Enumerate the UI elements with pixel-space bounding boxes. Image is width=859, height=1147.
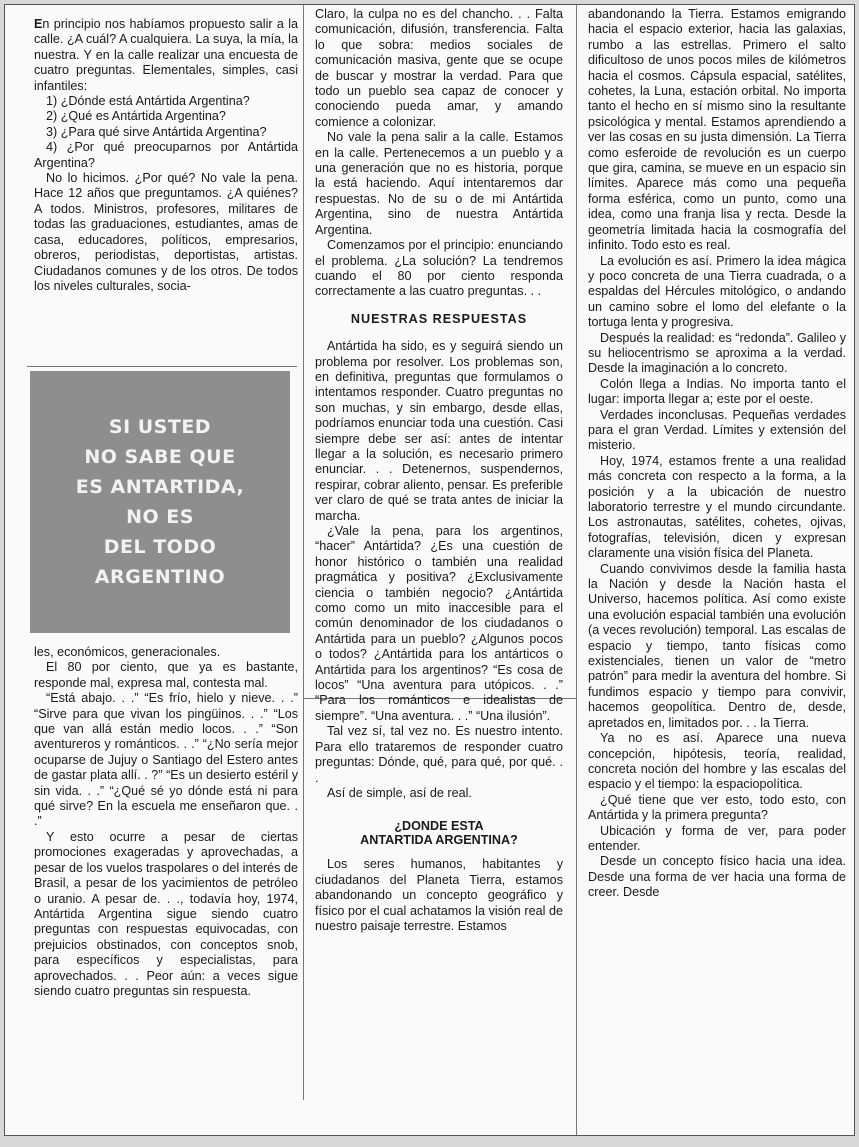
paragraph: El 80 por ciento, que ya es bastante, responde mal, expresa mal, contesta mal. (34, 660, 298, 690)
paragraph: abandonando la Tierra. Estamos emigrando hacia el espacio exterior, hacia las galaxias, rumbo a las estrellas. Primero el salto dificultoso de unos pocos miles de kilómetros hacia el cosmos. Cápsula espacial, satélites, cohetes, la Luna, estación orbital. No importa tanto el hecho en sí mismo sino la resultante psicológica y mental. Estamos aprendiendo a ver las cosas en su justa dimensión. La Tierra como esferoide de revolución es un cuerpo que gira, camina, se mueve en un espacio sin límites. Aparece más como una pequeña forma esférica, como un punto, como una idea, como una franja lisa y recta. Desde la geometría limitada hacia la cosmografía del infinito. Todo esto es real. (588, 7, 846, 253)
paragraph: Los seres humanos, habitantes y ciudadanos del Planeta Tierra, estamos abandonando un concepto geográfico y físico por el cual achatamos la visión real de nuestro paisaje terrestre. Estamos (315, 857, 563, 933)
paragraph: Cuando convivimos desde la familia hasta la Nación y desde la Nación hasta el Universo, hacemos política. Así como existe una evolución espacial también una evolución (a veces revolución) temporal. Las escalas de espacio y tiempo, tanto físicas como existenciales, tienen un valor de “metro patrón” para medir la aventura del hombre. Si fundimos espacio y tiempo para convivir, hacemos geopolítica. Dentro de, desde, apretados en, limitados por. . . la Tierra. (588, 561, 846, 730)
section-heading-2: ¿DONDE ESTA ANTARTIDA ARGENTINA? (360, 819, 518, 848)
column-2 (315, 7, 563, 934)
question-3: 3) ¿Para qué sirve Antártida Argentina? (46, 124, 267, 139)
column-rule (576, 5, 577, 1135)
paragraph: Antártida ha sido, es y seguirá siendo un problema por resolver. Los problemas son, en definitiva, preguntas que formulamos o intentamos responder. Cuatro preguntas no son muchas, y sin embargo, desde ellas, podríamos enunciar toda una cuestión. Casi siempre debe ser así: antes de intentar llegar a la solución, es necesario primero enunciar. . . Detenernos, suspendernos, respirar, cobrar aliento, pensar. Es preferible ver claro de qué se trata antes de iniciar la marcha. (315, 339, 563, 523)
paragraph: Tal vez sí, tal vez no. Es nuestro intento. Para ello trataremos de responder cuatro preguntas: Dónde, qué, para qué, por qué. . . (315, 724, 563, 785)
promo-line: NO SABE QUE (84, 446, 236, 468)
paragraph: Verdades inconclusas. Pequeñas verdades para el gran Verdad. Límites y extensión del misterio. (588, 407, 846, 453)
promo-line: SI USTED (108, 416, 212, 438)
paragraph: Colón llega a Indias. No importa tanto el lugar: importa llegar a; este por el oeste. (588, 376, 846, 407)
paragraph: ¿Vale la pena, para los argentinos, “hacer” Antártida? ¿Es una cuestión de honor histórico o también una realidad pragmática y positiva? ¿Exclusivamente ciencia o también negocio? ¿Antártida como como un mito inaccesible para el común denominador de los ciudadanos o Antártida para un pueblo? ¿Algunos pocos o todos? ¿Antártida para los antárticos o Antártida para los argentinos? “Es cosa de locos” “Una aventura para utópicos. . .” “Para los románticos e idealistas de siempre”. “Una aventura. . .” “Una ilusión”. (315, 524, 563, 723)
paragraph: ¿Qué tiene que ver esto, todo esto, con Antártida y la primera pregunta? (588, 792, 846, 823)
question-2: 2) ¿Qué es Antártida Argentina? (46, 109, 226, 124)
paragraph: Ubicación y forma de ver, para poder entender. (588, 823, 846, 853)
quotes-paragraph: “Está abajo. . .” “Es frío, hielo y nieve. . .” “Sirve para que vivan los pingüinos. . .” “Los que van allá están medio locos. . .” “Son aventureros y románticos. . .” “¿No sería mejor ocuparse de Jujuy o Santiago del Estero antes de gastar plata allí. . ?” “Es un desierto estéril y sin vida. . .” “¿Qué sé yo dónde está ni para qué sirve? En la escuela me enseñaron que. . .” (34, 691, 298, 829)
column-3 (588, 7, 846, 901)
promo-line: ARGENTINO (94, 566, 226, 588)
paragraph: Y esto ocurre a pesar de ciertas promociones exageradas y aprovechadas, a pesar de los vuelos traspolares o del interés de Brasil, a pesar de los yacimientos de petróleo o uranio. A pesar de. . ., todavía hoy, 1974, Antártida Argentina sigue siendo cuatro preguntas con respuestas equivocadas, con prejuicios obstinados, con conceptos snob, para específicos y especialistas, para aprovechados. . . Peor aún: a veces sigue siendo cuatro preguntas sin respuesta. (34, 829, 298, 998)
paragraph: Hoy, 1974, estamos frente a una realidad más concreta con respecto a la forma, a la posición y a la ubicación de nuestro laboratorio terrestre y el mundo circundante. Los astronautas, satélites, cohetes, ojivas, fotografías, televisión, dicen y expresan claramente una visión física del Planeta. (588, 453, 846, 561)
question-1: 1) ¿Dónde está Antártida Argentina? (46, 94, 250, 109)
promo-line: ES ANTARTIDA, (75, 476, 245, 498)
paragraph: Así de simple, así de real. (327, 785, 472, 800)
intro-paragraph: En principio nos habíamos propuesto salir a la calle. ¿A cuál? A cualquiera. La suya, la mía, la nuestra. Y en la calle realizar una encuesta de cuatro preguntas. Elementales, simples, casi infantiles: (34, 17, 298, 93)
promo-line: NO ES (126, 506, 194, 528)
drop-cap: E (34, 17, 43, 31)
promo-line: DEL TODO (103, 536, 217, 558)
paragraph: La evolución es así. Primero la idea mágica y poco concreta de una Tierra cuadrada, o a espaldas del Hércules mitológico, o andando un camino sobre el lomo del elefante o la tortuga lenta y progresiva. (588, 253, 846, 330)
paragraph: Comenzamos por el principio: enunciando el problema. ¿La solución? La tendremos cuando el 80 por ciento responda correctamente a las cuatro preguntas. . . (315, 238, 563, 299)
question-4: 4) ¿Por qué preocuparnos por Antártida Argentina? (34, 140, 298, 170)
column-rule (303, 5, 304, 1100)
section-heading: NUESTRAS RESPUESTAS (350, 311, 528, 326)
column-1-bottom (34, 645, 298, 999)
paragraph: Ya no es así. Aparece una nueva concepción, hipótesis, teoría, realidad, concreta noción del hombre y las escalas del espacio y el tiempo: la espaciopolítica. (588, 731, 846, 792)
paragraph-continuation: les, económicos, generacionales. (34, 645, 221, 659)
paragraph: Después la realidad: es “redonda”. Galileo y su heliocentrismo se aproxima a la verdad. Desde la imaginación a lo concreto. (588, 330, 846, 376)
paragraph: No vale la pena salir a la calle. Estamos en la calle. Pertenecemos a un pueblo y a una generación que no es historia, porque la está haciendo. Aquí intentaremos dar respuestas. No de su o de mi Antártida Argentina, sino de nuestra Antártida Argentina. (315, 130, 563, 237)
paragraph: Claro, la culpa no es del chancho. . . Falta comunicación, difusión, transferencia. Falta lo que sobra: medios sociales de comunicación masiva, gente que se ocupe de buscar y mostrar la verdad. Para que todo un pueblo sea capaz de conocer y conociendo pueda amar, y amando comience a colonizar. (315, 7, 563, 129)
paragraph: No lo hicimos. ¿Por qué? No vale la pena. Hace 12 años que preguntamos. ¿A quiénes? A todos. Ministros, profesores, militares de todas las graduaciones, estudiantes, amas de casa, educadores, políticos, empresarios, obreros, periodistas, deportistas, artistas. Ciudadanos comunes y de los otros. De todos los niveles culturales, socia- (34, 171, 298, 293)
divider (27, 366, 297, 367)
newspaper-page (4, 4, 855, 1136)
column-1-top (34, 17, 298, 294)
paragraph: Desde un concepto físico hacia una idea. Desde una forma de ver hacia una forma de creer. Desde (588, 854, 846, 900)
promo-box (30, 371, 290, 633)
